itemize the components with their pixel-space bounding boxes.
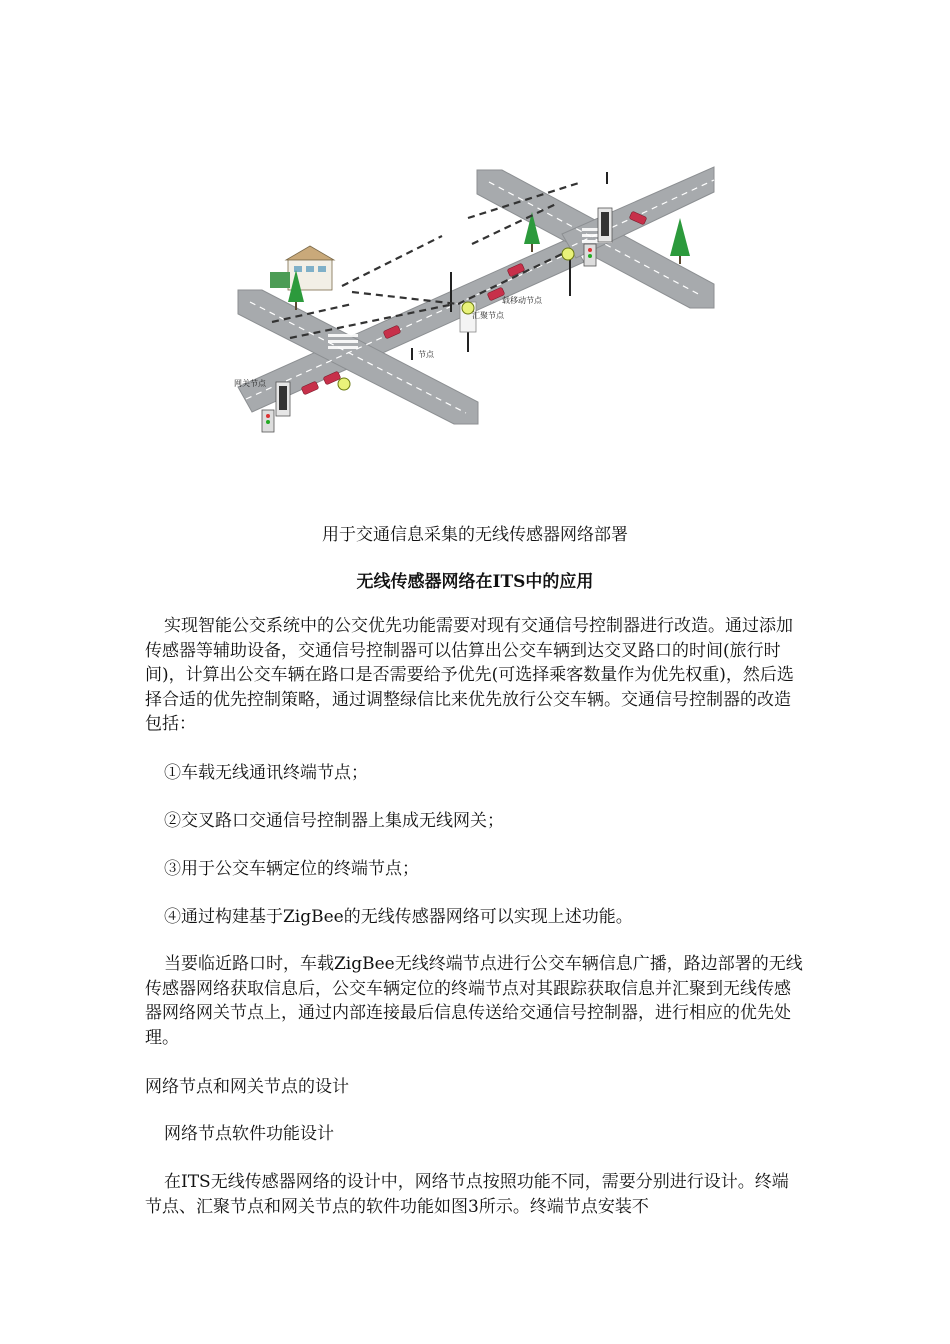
paragraph-intro: 实现智能公交系统中的公交优先功能需要对现有交通信号控制器进行改造。通过添加传感器等辅助设备，交通信号控制器可以估算出公交车辆到达交叉路口的时间(旅行时间)，计算出公交车辆在路口是否需要给予优先(可选择乘客数量作为优先权重)，然后选择合适的优先控制策略，通过调整绿信比来优先放行公交车辆。交通信号控制器的改造包括： xyxy=(145,616,794,734)
paragraph-design: 在ITS无线传感器网络的设计中，网络节点按照功能不同，需要分别进行设计。终端节点、汇聚节点和网关节点的软件功能如图3所示。终端节点安装不 xyxy=(145,1172,789,1217)
subsection-heading: 网络节点和网关节点的设计 xyxy=(145,1077,349,1097)
wsn-deployment-figure xyxy=(232,162,718,438)
sink-node-label: 汇聚节点 xyxy=(472,311,504,320)
list-item-4: ④通过构建基于ZigBee的无线传感器网络可以实现上述功能。 xyxy=(164,907,633,927)
sub-subsection-heading: 网络节点软件功能设计 xyxy=(164,1124,334,1144)
list-item-3: ③用于公交车辆定位的终端节点； xyxy=(164,859,419,879)
paragraph-process: 当要临近路口时，车载ZigBee无线终端节点进行公交车辆信息广播，路边部署的无线传感器网络获取信息后，公交车辆定位的终端节点对其跟踪获取信息并汇聚到无线传感器网络网关节点上，通过内部连接最后信息传送给交通信号控制器，进行相应的优先处理。 xyxy=(145,954,803,1048)
figure-caption: 用于交通信息采集的无线传感器网络部署 xyxy=(322,525,628,545)
section-heading: 无线传感器网络在ITS中的应用 xyxy=(356,572,594,592)
fixed-node-label: 节点 xyxy=(418,350,434,359)
gateway-node-label: 网关节点 xyxy=(234,379,266,388)
road-network-illustration xyxy=(232,162,718,438)
house-illustration xyxy=(270,246,334,290)
list-item-2: ②交叉路口交通信号控制器上集成无线网关； xyxy=(164,811,504,831)
mobile-node-label: 载移动节点 xyxy=(502,296,542,305)
list-item-1: ①车载无线通讯终端节点； xyxy=(164,763,368,783)
